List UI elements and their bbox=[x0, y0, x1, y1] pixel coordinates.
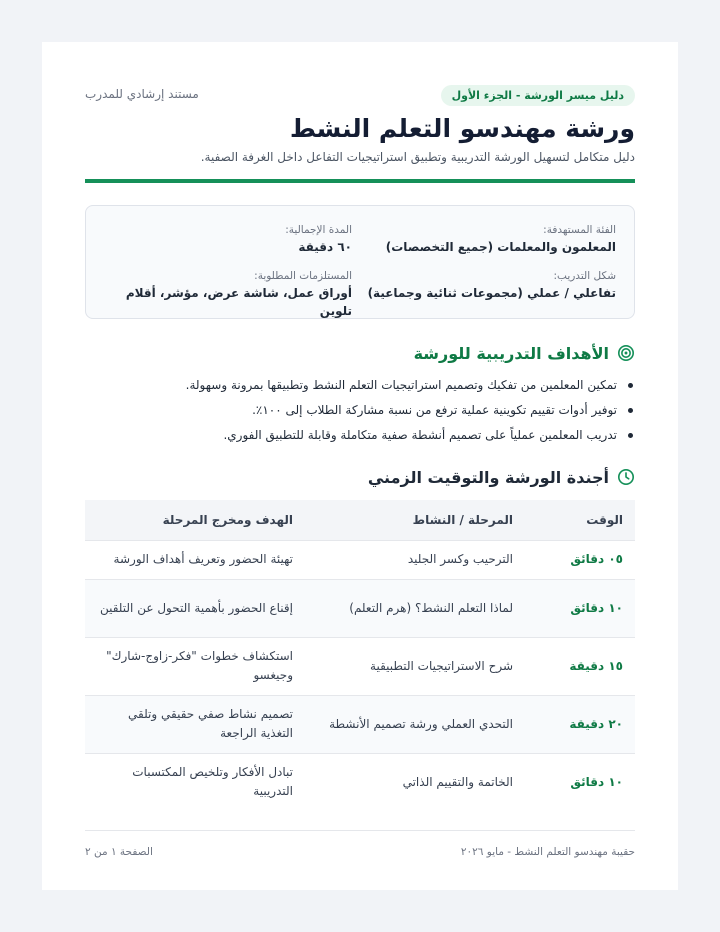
table-row bbox=[85, 579, 635, 637]
row-stage: الترحيب وكسر الجليد bbox=[305, 540, 525, 579]
audience-value: المعلمون والمعلمات (جميع التخصصات) bbox=[385, 240, 616, 254]
section-badge: دليل ميسر الورشة - الجزء الأول bbox=[441, 85, 635, 106]
top-bar bbox=[85, 85, 635, 107]
footer-divider bbox=[85, 830, 635, 831]
page-number: الصفحة ١ من ٢ bbox=[85, 846, 153, 858]
column-header-goal: الهدف ومخرج المرحلة bbox=[85, 500, 305, 540]
goals-heading bbox=[414, 341, 635, 365]
document-type: مستند إرشادي للمدرب bbox=[85, 87, 199, 101]
row-stage: التحدي العملي ورشة تصميم الأنشطة bbox=[305, 695, 525, 753]
row-goal: استكشاف خطوات "فكر-زاوج-شارك" وجيغسو bbox=[85, 637, 305, 695]
duration-value: ٦٠ دقيقة bbox=[298, 240, 352, 254]
target-icon bbox=[617, 344, 635, 362]
page-title: ورشة مهندسو التعلم النشط bbox=[289, 114, 635, 143]
agenda-heading-text: أجندة الورشة والتوقيت الزمني bbox=[367, 467, 609, 487]
materials-label: المستلزمات المطلوبة: bbox=[254, 270, 352, 282]
document-page bbox=[42, 42, 678, 890]
table-row bbox=[85, 695, 635, 753]
row-time: ٢٠ دقيقة bbox=[525, 695, 635, 753]
row-time: ١٠ دقائق bbox=[525, 753, 635, 811]
goal-item: تمكين المعلمين من تفكيك وتصميم استراتيجيات التعلم النشط وتطبيقها بمرونة وسهولة. bbox=[85, 373, 635, 398]
row-time: ١٥ دقيقة bbox=[525, 637, 635, 695]
title-divider bbox=[85, 179, 635, 183]
goal-item: توفير أدوات تقييم تكوينية عملية ترفع من نسبة مشاركة الطلاب إلى ١٠٠٪. bbox=[85, 398, 635, 423]
agenda-header-row bbox=[85, 500, 635, 540]
goals-list bbox=[85, 373, 635, 448]
row-time: ١٠ دقائق bbox=[525, 579, 635, 637]
row-stage: لماذا التعلم النشط؟ (هرم التعلم) bbox=[305, 579, 525, 637]
goals-heading-text: الأهداف التدريبية للورشة bbox=[413, 343, 609, 363]
format-info bbox=[366, 268, 616, 302]
row-stage: شرح الاستراتيجيات التطبيقية bbox=[305, 637, 525, 695]
duration-label: المدة الإجمالية: bbox=[285, 224, 352, 236]
agenda-table bbox=[85, 500, 635, 811]
agenda-heading bbox=[368, 465, 635, 489]
audience-info bbox=[366, 222, 616, 256]
column-header-time: الوقت bbox=[525, 500, 635, 540]
row-goal: تصميم نشاط صفي حقيقي وتلقي التغذية الراجعة bbox=[85, 695, 305, 753]
table-row bbox=[85, 540, 635, 579]
row-goal: إقناع الحضور بأهمية التحول عن التلقين bbox=[85, 579, 305, 637]
format-label: شكل التدريب: bbox=[553, 270, 616, 282]
table-row bbox=[85, 753, 635, 811]
row-goal: تبادل الأفكار وتلخيص المكتسبات التدريبية bbox=[85, 753, 305, 811]
footer-document-name: حقيبة مهندسو التعلم النشط - مايو ٢٠٢٦ bbox=[460, 846, 635, 858]
materials-value: أوراق عمل، شاشة عرض، مؤشر، أقلام تلوين bbox=[125, 286, 352, 318]
format-value: تفاعلي / عملي (مجموعات ثنائية وجماعية) bbox=[367, 286, 616, 300]
workshop-info-card bbox=[85, 205, 635, 319]
materials-info bbox=[102, 268, 352, 320]
page-subtitle: دليل متكامل لتسهيل الورشة التدريبية وتطبيق استراتيجيات التفاعل داخل الغرفة الصفية. bbox=[200, 150, 635, 164]
row-goal: تهيئة الحضور وتعريف أهداف الورشة bbox=[85, 540, 305, 579]
row-time: ٠٥ دقائق bbox=[525, 540, 635, 579]
clock-icon bbox=[617, 468, 635, 486]
duration-info bbox=[102, 222, 352, 256]
goal-item: تدريب المعلمين عملياً على تصميم أنشطة صفية متكاملة وقابلة للتطبيق الفوري. bbox=[85, 423, 635, 448]
audience-label: الفئة المستهدفة: bbox=[543, 224, 616, 236]
row-stage: الخاتمة والتقييم الذاتي bbox=[305, 753, 525, 811]
column-header-stage: المرحلة / النشاط bbox=[305, 500, 525, 540]
table-row bbox=[85, 637, 635, 695]
